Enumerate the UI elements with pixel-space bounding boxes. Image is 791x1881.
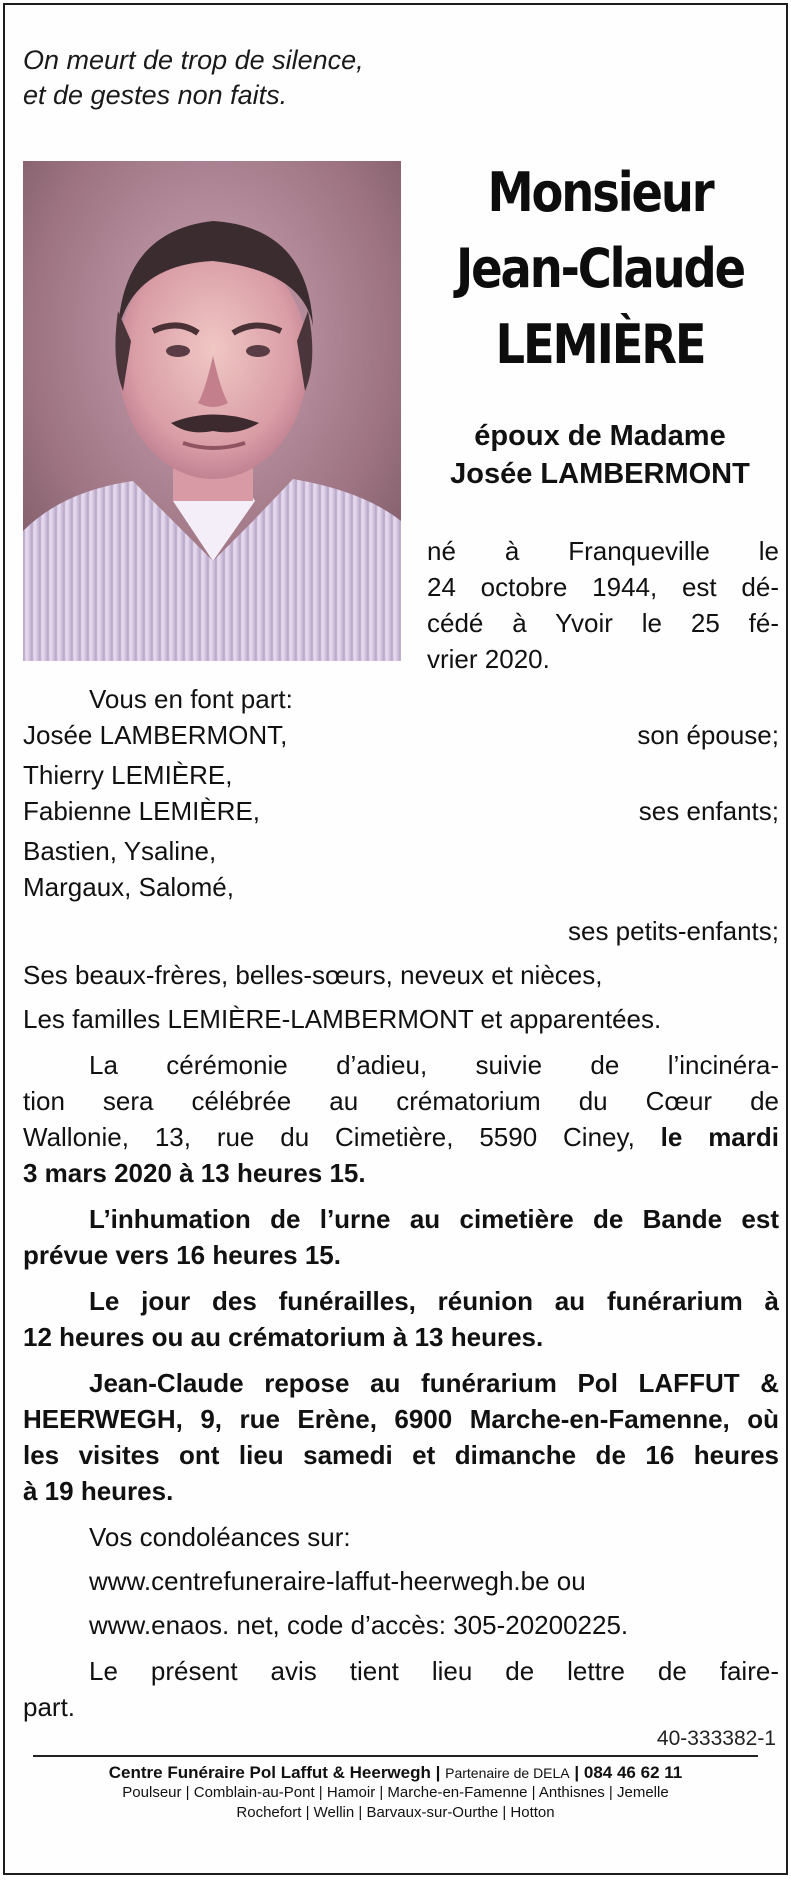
family-inlaws-text: Ses beaux-frères, belles-sœurs, neveux et nièces, <box>23 960 603 990</box>
deceased-name <box>415 155 785 383</box>
family-name: Bastien, Ysaline, <box>23 836 217 866</box>
notice-line: Le présent avis tient lieu de lettre de faire- <box>89 1656 779 1686</box>
quote-line: et de gestes non faits. <box>23 80 288 110</box>
notice-body <box>23 681 779 1725</box>
condolences-enaos-link[interactable]: www.enaos. net, code d’accès: 305-20200225. <box>89 1610 629 1640</box>
family-name: Thierry LEMIÈRE, <box>23 760 233 790</box>
reference-number: 40-333382-1 <box>656 1727 776 1750</box>
meeting-line: 12 heures ou au crématorium à 13 heures. <box>23 1322 544 1352</box>
notice-line: part. <box>23 1692 76 1722</box>
burial-line: L’inhumation de l’urne au cimetière de Bande est <box>89 1204 779 1234</box>
visitation-line: à 19 heures. <box>23 1476 174 1506</box>
birth-line: vrier 2020. <box>427 644 550 674</box>
footer-separator: | <box>574 1763 580 1782</box>
family-role: son épouse; <box>637 720 779 750</box>
family-row-child <box>23 793 779 829</box>
birth-line: 24 octobre 1944, est dé- <box>427 572 779 602</box>
spouse-info <box>415 417 785 493</box>
family-row-child <box>23 757 779 793</box>
condolences-paragraph <box>23 1519 779 1643</box>
family-row-grandchild <box>23 833 779 869</box>
visitation-line: Jean-Claude repose au funérarium Pol LAFFUT & <box>89 1368 779 1398</box>
obituary-notice <box>3 3 788 1875</box>
family-row-grandchild-role <box>23 913 779 949</box>
family-row-grandchild <box>23 869 779 905</box>
visitation-line: HEERWEGH, 9, rue Erène, 6900 Marche-en-Famenne, où <box>23 1404 779 1434</box>
family-related-text: Les familles LEMIÈRE-LAMBERMONT et apparentées. <box>23 1004 662 1034</box>
last-name: LEMIÈRE <box>495 313 705 376</box>
funeral-home-name: Centre Funéraire Pol Laffut & Heerwegh <box>108 1763 431 1782</box>
family-inlaws <box>23 957 779 993</box>
family-role: ses enfants; <box>638 796 779 826</box>
family-name: Fabienne LEMIÈRE, <box>23 796 261 826</box>
visitation-paragraph <box>23 1365 779 1509</box>
burial-line: prévue vers 16 heures 15. <box>23 1240 341 1270</box>
family-row-spouse <box>23 717 779 753</box>
visitation-line: les visites ont lieu samedi et dimanche de 16 heures <box>23 1440 779 1470</box>
footer-separator: | <box>435 1763 441 1782</box>
spouse-line: époux de Madame <box>474 420 726 452</box>
family-related <box>23 1001 779 1037</box>
ceremony-date: le mardi <box>660 1122 779 1152</box>
family-role: ses petits-enfants; <box>568 916 779 946</box>
burial-paragraph <box>23 1201 779 1273</box>
birth-line: né à Franqueville le <box>427 536 779 566</box>
condolences-line: Vos condoléances sur: <box>89 1522 351 1552</box>
epigraph-quote <box>23 43 364 113</box>
funeral-home-footer <box>5 1763 786 1823</box>
divider <box>33 1755 758 1757</box>
ceremony-line: tion sera célébrée au crématorium du Cœur de <box>23 1086 779 1116</box>
phone-number: 084 46 62 11 <box>583 1763 683 1782</box>
ceremony-time: 3 mars 2020 à 13 heures 15. <box>23 1158 366 1188</box>
ceremony-line: La cérémonie d’adieu, suivie de l’incinéra- <box>89 1050 779 1080</box>
ceremony-location: Wallonie, 13, rue du Cimetière, 5590 Ciney, <box>23 1122 661 1152</box>
notice-paragraph <box>23 1653 779 1725</box>
portrait-illustration <box>23 161 401 661</box>
footer-locations: Poulseur | Comblain-au-Pont | Hamoir | Marche-en-Famenne | Anthisnes | Jemelle <box>122 1784 669 1801</box>
title-honorific: Monsieur <box>487 161 713 224</box>
spouse-line: Josée LAMBERMONT <box>450 458 750 490</box>
ceremony-paragraph <box>23 1047 779 1191</box>
family-intro <box>23 681 779 717</box>
portrait-photo <box>23 161 401 661</box>
family-name: Margaux, Salomé, <box>23 872 234 902</box>
family-name: Josée LAMBERMONT, <box>23 720 288 750</box>
meeting-line: Le jour des funérailles, réunion au funérarium à <box>89 1286 779 1316</box>
ceremony-line <box>23 1119 779 1155</box>
birth-line: cédé à Yvoir le 25 fé- <box>427 608 779 638</box>
footer-locations: Rochefort | Wellin | Barvaux-sur-Ourthe | Hotton <box>236 1804 555 1821</box>
birth-death-info <box>427 533 779 677</box>
condolences-website-link[interactable]: www.centrefuneraire-laffut-heerwegh.be ou <box>89 1566 586 1596</box>
meeting-paragraph <box>23 1283 779 1355</box>
footer-contact-line <box>5 1763 786 1783</box>
partner-label: Partenaire de DELA <box>445 1765 570 1781</box>
first-name: Jean-Claude <box>456 237 744 300</box>
family-intro-text: Vous en font part: <box>89 684 293 714</box>
ceremony-line <box>23 1155 779 1191</box>
quote-line: On meurt de trop de silence, <box>23 45 364 75</box>
